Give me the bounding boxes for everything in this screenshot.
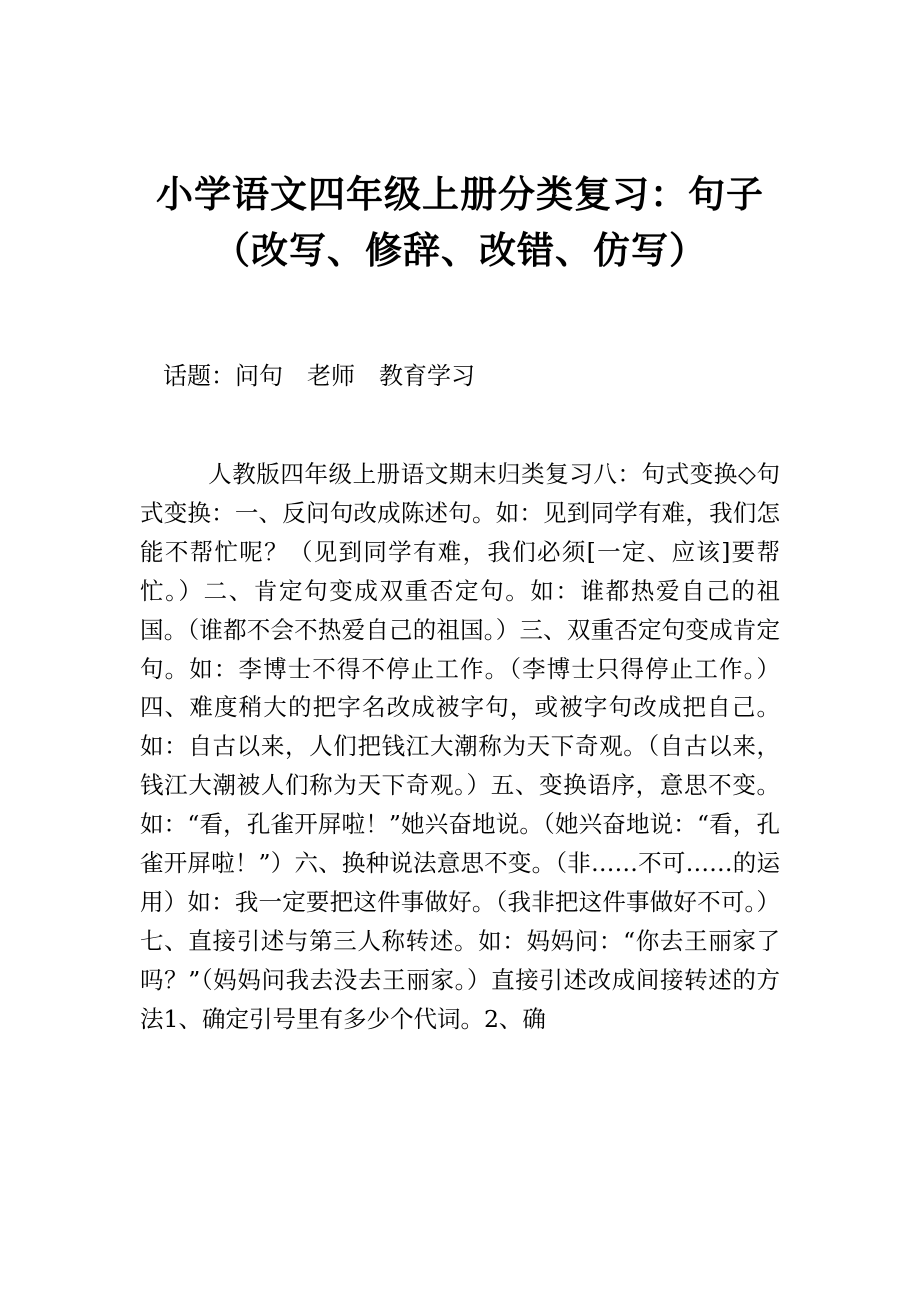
document-title: 小学语文四年级上册分类复习：句子（改写、修辞、改错、仿写） [156,172,764,272]
topic-line: 话题：问句 老师 教育学习 [163,362,475,390]
body-paragraph: 人教版四年级上册语文期末归类复习八：句式变换◇句式变换：一、反问句改成陈述句。如：见到同学有难，我们怎能不帮忙呢？（见到同学有难，我们必须[一定、应该]要帮忙。）二、肯定句变成双重否定句。如：谁都热爱自己的祖国。（谁都不会不热爱自己的祖国。）三、双重否定句变成肯定句。如：李博士不得不停止工作。（李博士只得停止工作。）四、难度稍大的把字名改成被字句，或被字句改成把自己。如：自古以来，人们把钱江大潮称为天下奇观。（自古以来，钱江大潮被人们称为天下奇观。）五、变换语序，意思不变。如：“看，孔雀开屏啦！”她兴奋地说。（她兴奋地说：“看，孔雀开屏啦！”）六、换种说法意思不变。（非……不可……的运用）如：我一定要把这件事做好。（我非把这件事做好不可。）七、直接引述与第三人称转述。如：妈妈问：“你去王丽家了吗？”（妈妈问我去没去王丽家。）直接引述改成间接转述的方法1、确定引号里有多少个代词。2、确 [140,460,780,1033]
